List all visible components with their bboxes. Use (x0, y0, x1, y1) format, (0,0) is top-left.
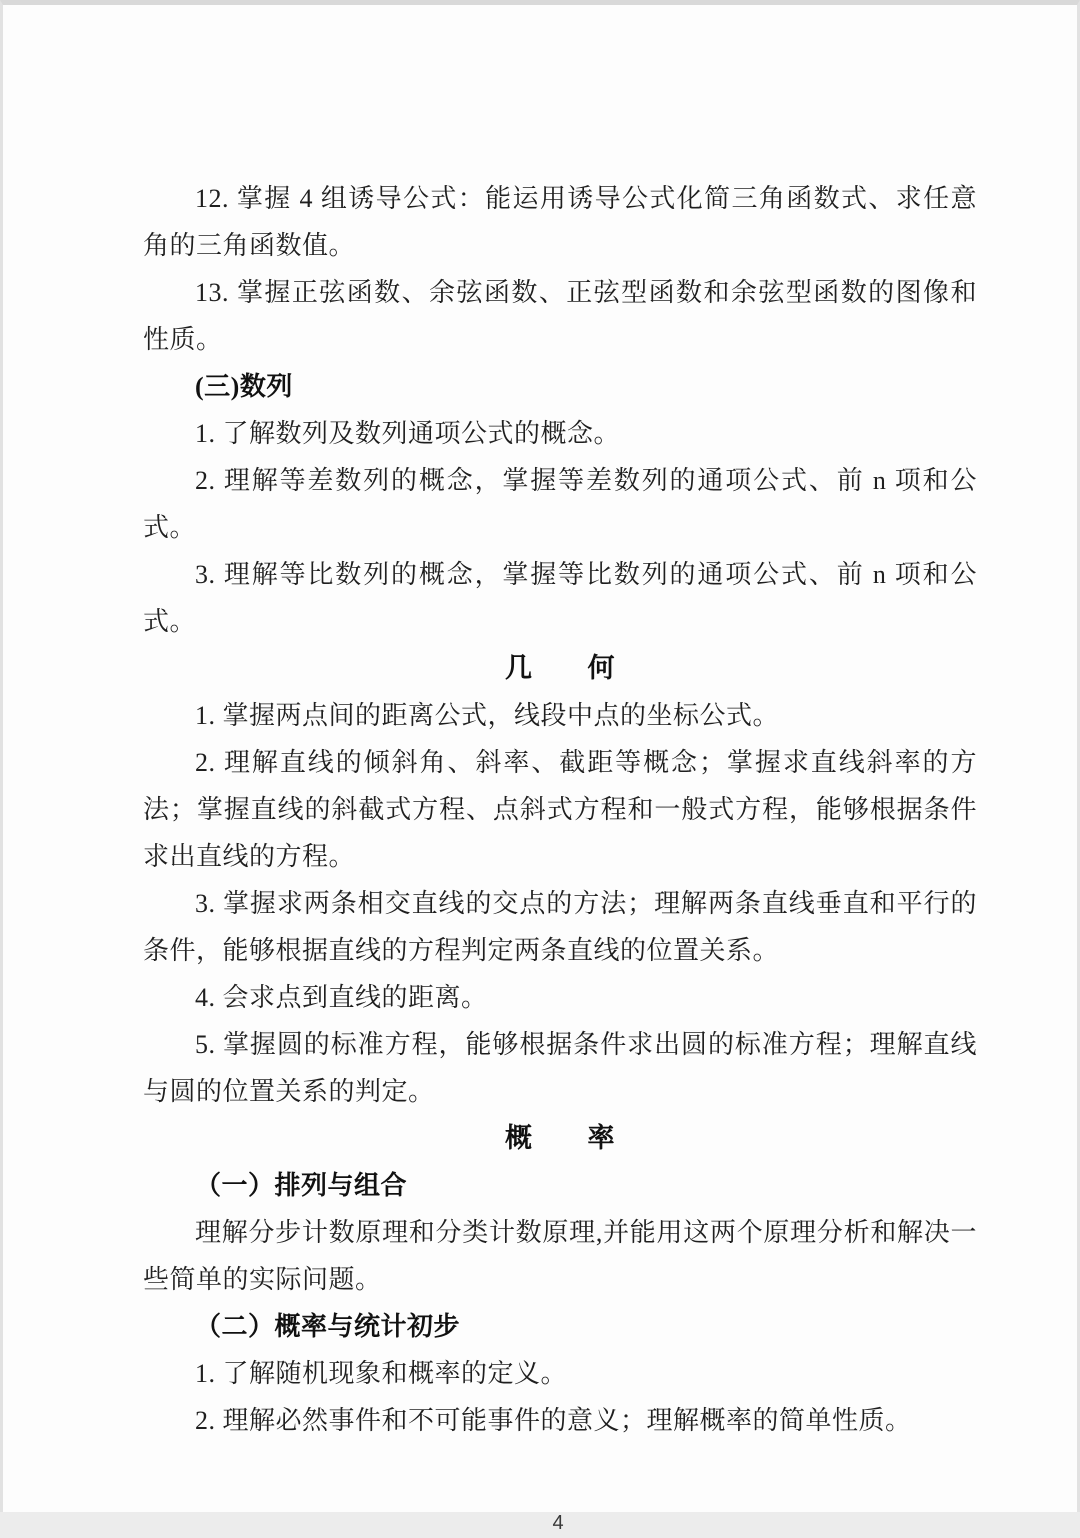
sub-heading: （二）概率与统计初步 (195, 1312, 461, 1341)
body-paragraph: 1. 掌握两点间的距离公式，线段中点的坐标公式。 (195, 701, 780, 730)
body-paragraph: 12. 掌握 4 组诱导公式：能运用诱导公式化简三角函数式、求任意角的三角函数值。 (143, 184, 977, 260)
sub-heading: (三)数列 (195, 372, 293, 401)
section-heading: 几 何 (505, 653, 615, 683)
document-content (143, 175, 977, 1444)
body-paragraph: 1. 了解随机现象和概率的定义。 (195, 1359, 568, 1388)
body-paragraph: 3. 理解等比数列的概念，掌握等比数列的通项公式、前 n 项和公式。 (143, 560, 977, 636)
body-paragraph: 3. 掌握求两条相交直线的交点的方法；理解两条直线垂直和平行的条件，能够根据直线的方程判定两条直线的位置关系。 (143, 889, 977, 965)
body-paragraph: 5. 掌握圆的标准方程，能够根据条件求出圆的标准方程；理解直线与圆的位置关系的判定。 (143, 1030, 977, 1106)
sub-heading: （一）排列与组合 (195, 1171, 408, 1200)
body-paragraph: 13. 掌握正弦函数、余弦函数、正弦型函数和余弦型函数的图像和性质。 (143, 278, 977, 354)
page-number: 4 (552, 1512, 564, 1534)
body-paragraph: 1. 了解数列及数列通项公式的概念。 (195, 419, 621, 448)
body-paragraph: 2. 理解必然事件和不可能事件的意义；理解概率的简单性质。 (195, 1406, 912, 1435)
section-heading: 概 率 (505, 1123, 615, 1153)
body-paragraph: 2. 理解等差数列的概念，掌握等差数列的通项公式、前 n 项和公式。 (143, 466, 977, 542)
body-paragraph: 理解分步计数原理和分类计数原理,并能用这两个原理分析和解决一些简单的实际问题。 (143, 1218, 977, 1294)
body-paragraph: 2. 理解直线的倾斜角、斜率、截距等概念；掌握求直线斜率的方法；掌握直线的斜截式方程、点斜式方程和一般式方程，能够根据条件求出直线的方程。 (143, 748, 977, 871)
body-paragraph: 4. 会求点到直线的距离。 (195, 983, 488, 1012)
